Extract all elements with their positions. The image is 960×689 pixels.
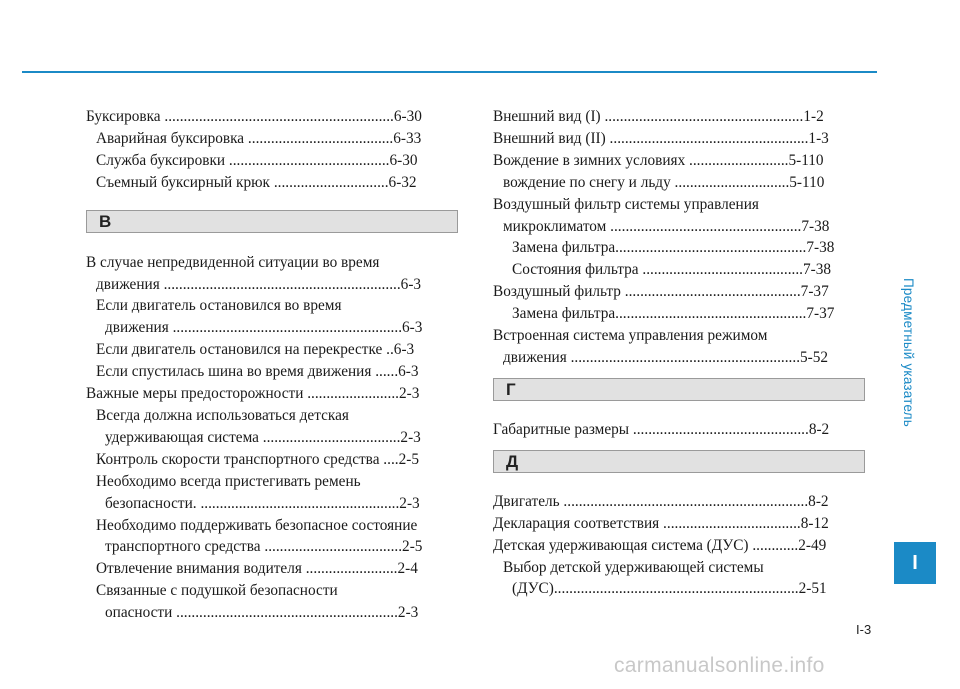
index-entry: вождение по снегу и льду ..............................5-110	[503, 173, 825, 191]
page-number: I-3	[856, 622, 872, 637]
index-entry: Двигатель ................................................................8-2	[493, 492, 829, 510]
letter-section-header	[493, 378, 865, 401]
index-entry: Съемный буксирный крюк ..............................6-32	[96, 173, 417, 191]
index-entry: Встроенная система управления режимом	[493, 327, 768, 345]
index-entry: Если спустилась шина во время движения ......6-3	[96, 363, 419, 381]
index-entry: движения ............................................................6-3	[105, 319, 423, 337]
index-entry: безопасности. ....................................................2-3	[105, 494, 420, 512]
index-entry: Воздушный фильтр ..............................................7-37	[493, 283, 829, 301]
index-entry: Связанные с подушкой безопасности	[96, 582, 338, 600]
index-entry: Всегда должна использоваться детская	[96, 406, 349, 424]
letter-section-label: Г	[506, 379, 516, 399]
index-entry: опасности ..........................................................2-3	[105, 604, 419, 622]
spacer	[86, 233, 458, 252]
spacer	[86, 194, 458, 210]
index-entry: Габаритные размеры ..............................................8-2	[493, 420, 830, 438]
side-section-label	[888, 172, 928, 532]
index-entry: Необходимо поддерживать безопасное состояние	[96, 516, 418, 534]
index-entry: Контроль скорости транспортного средства ....2-5	[96, 450, 419, 468]
index-entry: Состояния фильтра ..........................................7-38	[512, 261, 832, 279]
letter-section-label: Д	[506, 451, 519, 471]
index-entry: Декларация соответствия ....................................8-12	[493, 514, 829, 532]
index-entry: Отвлечение внимания водителя ........................2-4	[96, 560, 418, 578]
index-entry: Если двигатель остановился на перекрестке ..6-3	[96, 341, 415, 359]
top-rule	[22, 71, 877, 73]
index-entry: транспортного средства ....................................2-5	[105, 538, 423, 556]
index-entry: Служба буксировки ..........................................6-30	[96, 151, 418, 169]
index-entry: Замена фильтра..................................................7-37	[512, 305, 835, 323]
side-section-label-text: Предметный указатель	[900, 277, 916, 427]
index-entry: Если двигатель остановился во время	[96, 297, 342, 315]
index-entry: Аварийная буксировка ......................................6-33	[96, 129, 422, 147]
index-entry: В случае непредвиденной ситуации во время	[86, 253, 380, 271]
spacer	[493, 369, 865, 378]
letter-section-header	[86, 210, 458, 233]
index-column-left	[86, 106, 458, 624]
section-tab: I	[894, 542, 936, 584]
index-entry: Замена фильтра..................................................7-38	[512, 239, 835, 257]
letter-section-label: В	[99, 211, 112, 231]
watermark: carmanualsonline.info	[614, 654, 825, 677]
index-entry: Воздушный фильтр системы управления	[493, 195, 759, 213]
index-entry: Необходимо всегда пристегивать ремень	[96, 472, 361, 490]
index-entry: Выбор детской удерживающей системы	[503, 558, 764, 576]
letter-section-header	[493, 450, 865, 473]
index-entry: Детская удерживающая система (ДУС) ............2-49	[493, 536, 827, 554]
index-entry: удерживающая система ....................................2-3	[105, 428, 421, 446]
index-entry: движения ..............................................................6-3	[96, 275, 422, 293]
index-entry: Буксировка ............................................................6-30	[86, 108, 422, 125]
index-entry: Внешний вид (II) ....................................................1-3	[493, 129, 829, 147]
spacer	[493, 401, 865, 419]
index-entry: Вождение в зимних условиях ..........................5-110	[493, 151, 824, 169]
index-column-right	[493, 106, 865, 600]
index-entry: (ДУС)................................................................2-51	[512, 580, 827, 598]
spacer	[493, 473, 865, 491]
index-entry: микроклиматом ..................................................7-38	[503, 217, 830, 235]
spacer	[493, 441, 865, 450]
index-entry: Важные меры предосторожности ........................2-3	[86, 385, 420, 403]
index-entry: Внешний вид (I) ....................................................1-2	[493, 108, 824, 125]
index-entry: движения ............................................................5-52	[503, 348, 829, 366]
